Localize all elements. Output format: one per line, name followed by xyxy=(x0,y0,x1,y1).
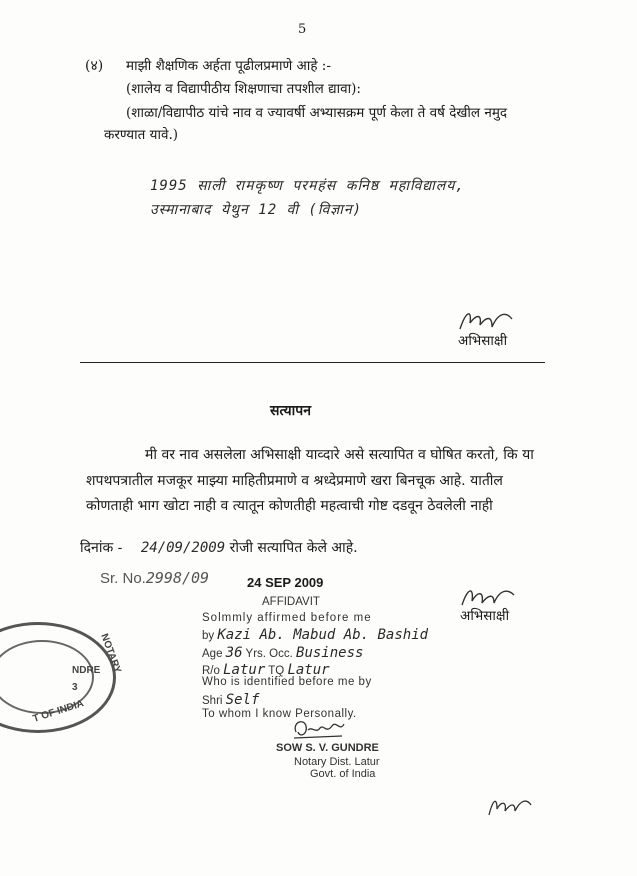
section-divider xyxy=(80,362,545,363)
seal-text-number: 3 xyxy=(72,682,78,693)
notary-name: SOW S. V. GUNDRE xyxy=(276,742,379,754)
qualification-note-line1: (शाळा/विद्यापीठ यांचे नाव व ज्यावर्षी अभ्यासक्रम पूर्ण केला ते वर्ष देखील नमुद xyxy=(126,105,508,121)
solemnly-affirmed: Solmmly affirmed before me xyxy=(202,612,372,624)
handwritten-answer-line1: 1995 साली रामकृष्ण परमहंस कनिष्ठ महाविद्यालय, xyxy=(150,178,465,194)
stamp-age-line xyxy=(202,645,363,661)
deponent-label-2: अभिसाक्षी xyxy=(460,608,510,624)
date-label: दिनांक - xyxy=(80,540,123,556)
page-number: 5 xyxy=(298,22,307,37)
deponent-label-1: अभिसाक्षी xyxy=(458,333,508,349)
occ-label: Yrs. Occ. xyxy=(245,648,293,660)
qualification-heading: माझी शैक्षणिक अर्हता पूढीलप्रमाणे आहे :- xyxy=(126,58,331,74)
identified-line: Who is identified before me by xyxy=(202,676,372,688)
tq-value: Latur xyxy=(287,662,330,678)
stamp-shri-line xyxy=(202,692,259,708)
verification-date xyxy=(80,538,358,557)
deponent-signature-3 xyxy=(485,793,535,819)
by-value: Kazi Ab. Mabud Ab. Bashid xyxy=(217,627,429,643)
stamp-by-line xyxy=(202,627,428,643)
date-value: 24/09/2009 xyxy=(140,540,226,556)
sr-no-label: Sr. No. xyxy=(100,570,146,587)
qualification-note-line2: करण्यात यावे.) xyxy=(104,127,179,143)
notary-district: Notary Dist. Latur xyxy=(294,756,380,768)
verification-para-line2: शपथपत्रातील मजकूर माझ्या माहितीप्रमाणे व श्रध्देप्रमाणे खरा बिनचूक आहे. यातील xyxy=(86,473,503,489)
handwritten-answer-line2: उस्मानाबाद येथुन 12 वी (विज्ञान) xyxy=(150,202,363,218)
stamp-date: 24 SEP 2009 xyxy=(247,575,324,590)
ro-value: Latur xyxy=(223,662,266,678)
qualification-instruction: (शालेय व विद्यापीठीय शिक्षणाचा तपशील द्यावा): xyxy=(126,81,361,97)
shri-label: Shri xyxy=(202,695,223,707)
verification-title: सत्यापन xyxy=(270,403,311,419)
seal-text-india: T OF INDIA xyxy=(31,698,86,725)
occ-value: Business xyxy=(296,645,364,661)
affidavit-heading: AFFIDAVIT xyxy=(262,596,320,608)
tq-label: TQ xyxy=(268,665,285,677)
sr-no-value: 2998/09 xyxy=(145,569,210,587)
serial-number xyxy=(100,569,209,587)
by-label: by xyxy=(202,630,215,642)
age-value: 36 xyxy=(225,645,243,661)
ro-label: R/o xyxy=(202,665,220,677)
shri-value: Self xyxy=(225,692,260,708)
age-label: Age xyxy=(202,648,223,660)
verification-para-line1: मी वर नाव असलेला अभिसाक्षी याव्दारे असे सत्यापित व घोषित करतो, कि या xyxy=(145,447,534,463)
known-personally-line: To whom I know Personally. xyxy=(202,708,357,720)
date-suffix: रोजी सत्यापित केले आहे. xyxy=(229,540,358,556)
seal-text-notary: NOTARY xyxy=(98,632,123,675)
seal-text-name: NDRE xyxy=(72,665,101,676)
notary-signature xyxy=(290,716,350,742)
verification-para-line3: कोणताही भाग खोटा नाही व त्यातून कोणतीही महत्वाची गोष्ट दडवून ठेवलेली नाही xyxy=(86,498,493,514)
item-number: (४) xyxy=(85,58,104,74)
notary-govt: Govt. of India xyxy=(310,768,376,780)
